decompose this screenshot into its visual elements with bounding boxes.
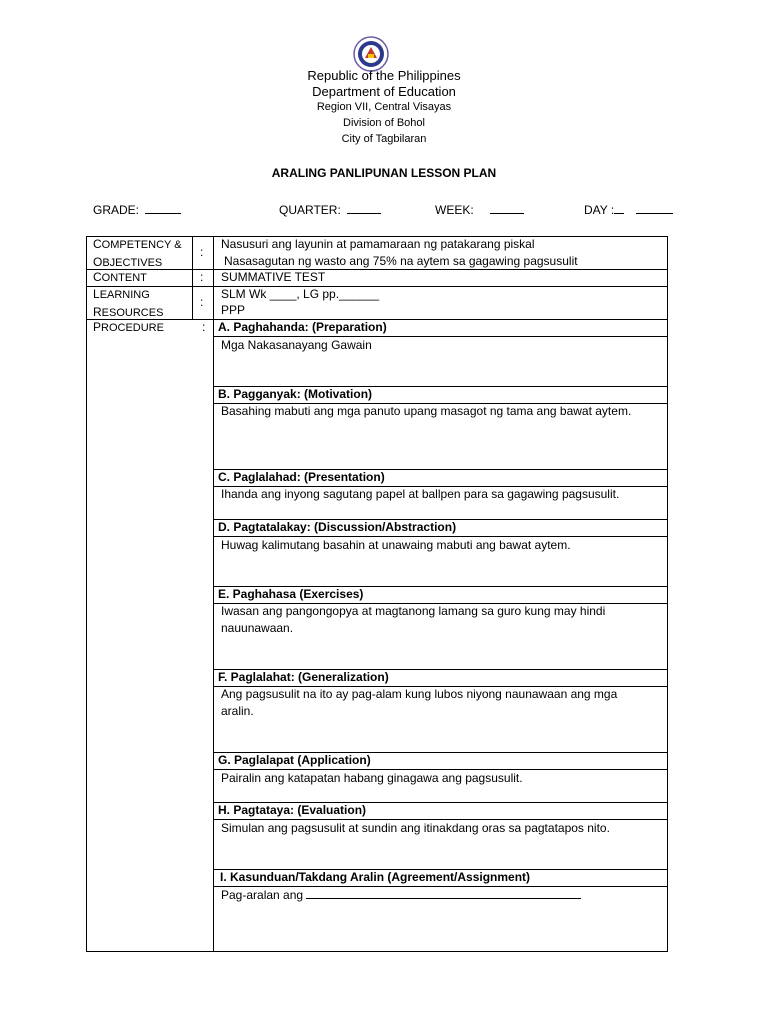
- competency-colon: :: [200, 245, 204, 259]
- day-field[interactable]: [584, 202, 673, 217]
- division-heading: Division of Bohol: [343, 117, 425, 129]
- section-c-text: Ihanda ang inyong sagutang papel at ballpen para sa gagawing pagsusulit.: [221, 487, 620, 501]
- quarter-label: QUARTER:: [279, 203, 341, 217]
- day-label: DAY :: [584, 203, 615, 217]
- day-blank-2[interactable]: [636, 202, 673, 214]
- section-f-title: F. Paglalahat: (Generalization): [218, 670, 389, 684]
- section-i-line[interactable]: [221, 886, 581, 904]
- section-e-text: Iwasan ang pangongopya at magtanong lamang sa guro kung may hindi nauunawaan.: [221, 604, 606, 635]
- week-field[interactable]: [435, 202, 524, 217]
- grade-field[interactable]: [93, 202, 181, 217]
- section-d-title: D. Pagtatalakay: (Discussion/Abstraction): [218, 520, 457, 534]
- learning-resources-label: LEARNING RESOURCES: [93, 287, 164, 319]
- section-b-text: Basahing mabuti ang mga panuto upang masagot ng tama ang bawat aytem.: [221, 404, 632, 418]
- region-heading: Region VII, Central Visayas: [316, 101, 452, 113]
- section-g-title: G. Paglalapat (Application): [218, 753, 371, 767]
- section-a-title: A. Paghahanda: (Preparation): [218, 320, 387, 334]
- city-heading: City of Tagbilaran: [341, 133, 427, 145]
- assignment-blank[interactable]: [306, 886, 581, 899]
- republic-heading: Republic of the Philippines: [307, 68, 461, 83]
- section-d-text: Huwag kalimutang basahin at unawaing mabuti ang bawat aytem.: [221, 538, 571, 552]
- grade-blank[interactable]: [145, 202, 181, 214]
- quarter-field[interactable]: [279, 202, 381, 217]
- competency-text-2: Nasasagutan ng wasto ang 75% na aytem sa gagawing pagsusulit: [224, 254, 578, 268]
- week-blank[interactable]: [490, 202, 524, 214]
- department-heading: Department of Education: [312, 84, 456, 99]
- section-b-title: B. Pagganyak: (Motivation): [218, 387, 373, 401]
- section-c-title: C. Paglalahad: (Presentation): [218, 470, 385, 484]
- content-colon: :: [200, 270, 204, 284]
- week-label: WEEK:: [435, 203, 474, 217]
- content-text: SUMMATIVE TEST: [221, 270, 326, 284]
- competency-label: COMPETENCY & OBJECTIVES: [93, 237, 182, 269]
- resources-text-2: PPP: [221, 303, 246, 317]
- section-h-title: H. Pagtataya: (Evaluation): [218, 803, 367, 817]
- section-i-text: Pag-aralan ang: [221, 888, 304, 902]
- section-e-title: E. Paghahasa (Exercises): [218, 587, 364, 601]
- page-title: ARALING PANLIPUNAN LESSON PLAN: [271, 166, 497, 180]
- section-f-text: Ang pagsusulit na ito ay pag-alam kung lubos niyong naunawaan ang mga aralin.: [221, 687, 618, 718]
- resources-text-1: SLM Wk ____, LG pp.______: [221, 287, 380, 301]
- section-g-text: Pairalin ang katapatan habang ginagawa ang pagsusulit.: [221, 771, 523, 785]
- grade-label: GRADE:: [93, 203, 140, 217]
- content-label: CONTENT: [93, 270, 147, 284]
- day-blank-1[interactable]: [614, 202, 624, 214]
- procedure-colon: :: [202, 320, 206, 334]
- section-h-text: Simulan ang pagsusulit at sundin ang itinakdang oras sa pagtatapos nito.: [221, 821, 610, 835]
- competency-text-1: Nasusuri ang layunin at pamamaraan ng patakarang piskal: [221, 237, 535, 251]
- section-a-text: Mga Nakasanayang Gawain: [221, 338, 372, 352]
- deped-seal-icon: [353, 36, 389, 72]
- section-i-title: I. Kasunduan/Takdang Aralin (Agreement/Assignment): [220, 870, 531, 884]
- procedure-label: PROCEDURE: [93, 320, 164, 334]
- resources-colon: :: [200, 295, 204, 309]
- quarter-blank[interactable]: [347, 202, 381, 214]
